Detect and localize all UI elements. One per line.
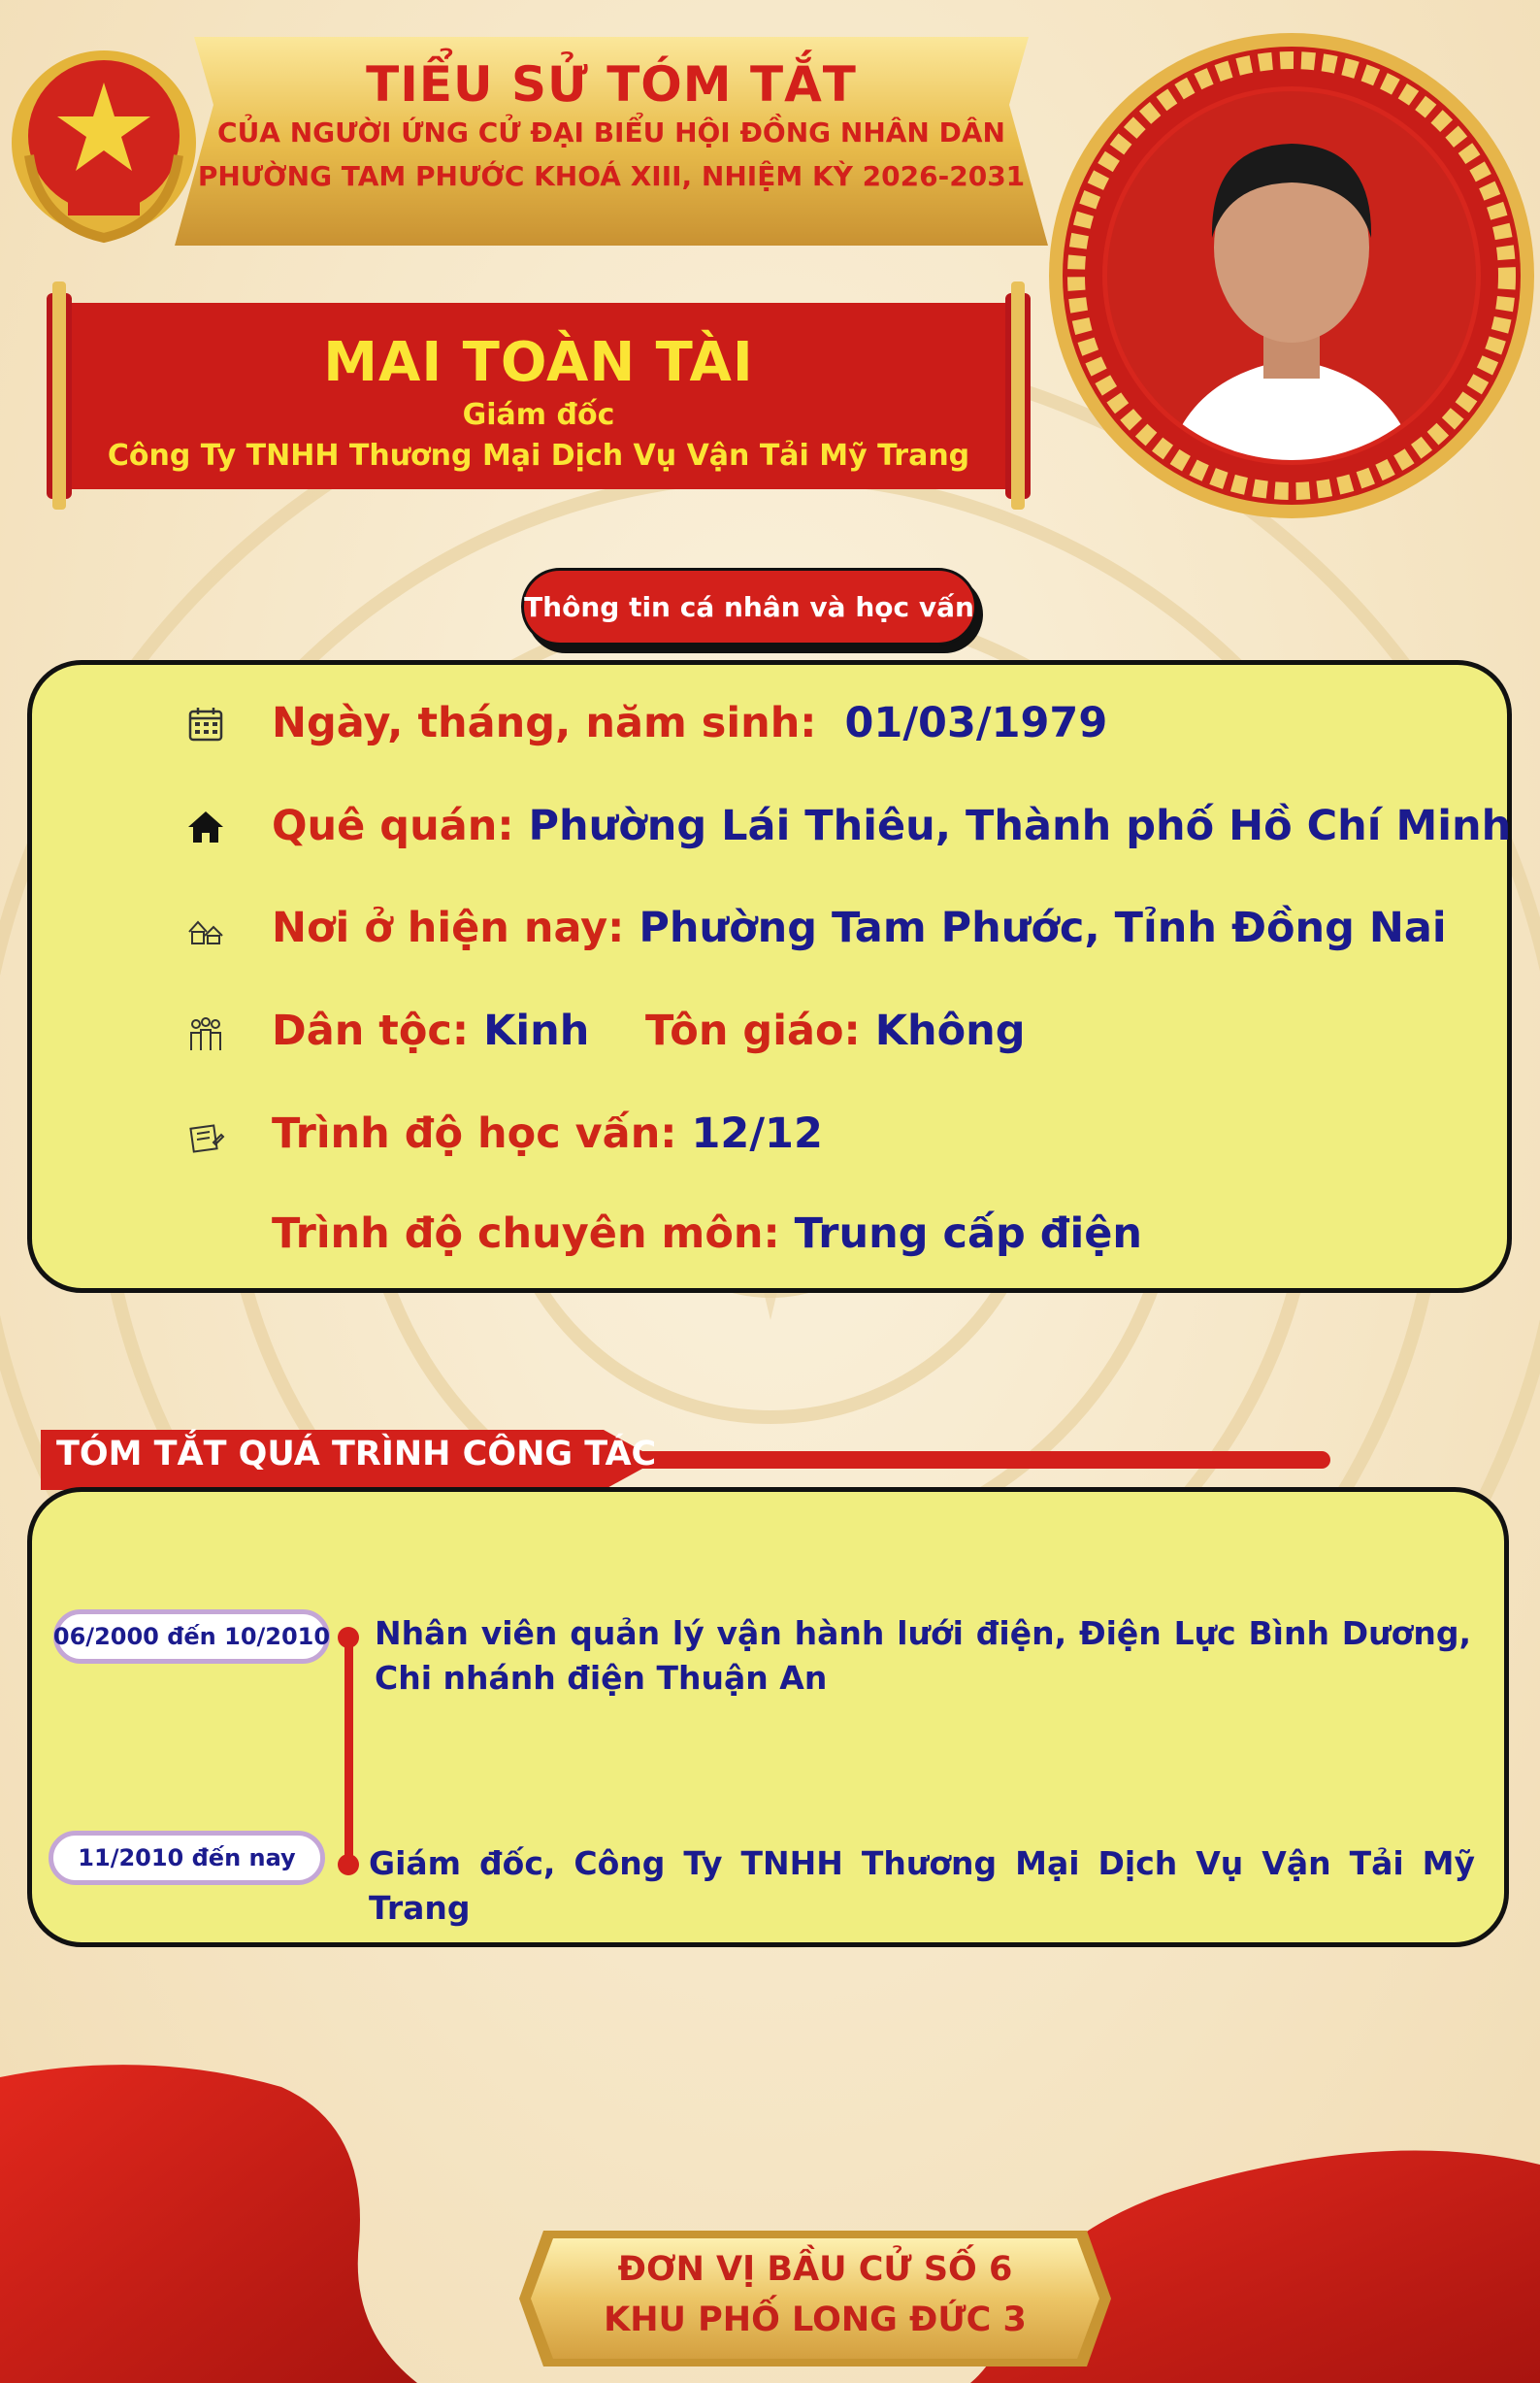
timeline-line xyxy=(344,1636,353,1869)
birth-row xyxy=(272,699,1108,747)
career-period-1: 06/2000 đến 10/2010 xyxy=(53,1609,330,1664)
hometown-row xyxy=(272,802,1512,850)
career-description-2: Giám đốc, Công Ty TNHH Thương Mại Dịch Vụ Vận Tải Mỹ Trang xyxy=(369,1844,1475,1927)
electoral-unit xyxy=(519,2244,1111,2345)
religion-label: Tôn giáo: xyxy=(645,1007,861,1055)
ethnicity-row xyxy=(272,1007,590,1055)
electoral-unit-line1: ĐƠN VỊ BẦU CỬ SỐ 6 xyxy=(617,2250,1013,2289)
house-town-icon xyxy=(186,910,225,949)
timeline-dot xyxy=(338,1627,359,1648)
expertise-row xyxy=(272,1209,1143,1258)
electoral-unit-line2: KHU PHỐ LONG ĐỨC 3 xyxy=(604,2300,1027,2339)
birth-value: 01/03/1979 xyxy=(844,699,1108,747)
candidate-portrait xyxy=(1045,29,1538,522)
header-text xyxy=(175,58,1048,199)
home-icon xyxy=(186,808,225,846)
ethnicity-label: Dân tộc: xyxy=(272,1007,470,1055)
candidate-name: MAI TOÀN TÀI xyxy=(323,331,754,394)
career-period-2: 11/2010 đến nay xyxy=(49,1831,325,1885)
document-subtitle-1: CỦA NGƯỜI ỨNG CỬ ĐẠI BIỂU HỘI ĐỒNG NHÂN DÂN xyxy=(217,116,1005,149)
career-section-title: TÓM TẮT QUÁ TRÌNH CÔNG TÁC xyxy=(56,1435,657,1473)
ethnicity-value: Kinh xyxy=(483,1007,590,1055)
personal-info-panel xyxy=(27,660,1512,1293)
hometown-label: Quê quán: xyxy=(272,802,514,850)
candidate-info xyxy=(78,330,999,477)
residence-value: Phường Tam Phước, Tỉnh Đồng Nai xyxy=(639,904,1447,952)
residence-label: Nơi ở hiện nay: xyxy=(272,904,625,952)
birth-label: Ngày, tháng, năm sinh: xyxy=(272,699,817,747)
religion-value: Không xyxy=(874,1007,1026,1055)
certificate-icon xyxy=(186,1119,225,1158)
expertise-label: Trình độ chuyên môn: xyxy=(272,1209,780,1258)
expertise-value: Trung cấp điện xyxy=(794,1209,1143,1258)
residence-row xyxy=(272,904,1447,952)
education-value: 12/12 xyxy=(691,1109,823,1158)
candidate-position: Giám đốc xyxy=(462,398,615,433)
document-subtitle-2: PHƯỜNG TAM PHƯỚC KHOÁ XIII, NHIỆM KỲ 2026-2031 xyxy=(197,159,1026,192)
education-label: Trình độ học vấn: xyxy=(272,1109,677,1158)
document-title: TIỂU SỬ TÓM TẮT xyxy=(366,56,857,113)
calendar-icon xyxy=(186,705,225,744)
personal-section-header: Thông tin cá nhân và học vấn xyxy=(521,568,977,645)
candidate-organization: Công Ty TNHH Thương Mại Dịch Vụ Vận Tải Mỹ Trang xyxy=(107,439,970,474)
hometown-value: Phường Lái Thiêu, Thành phố Hồ Chí Minh xyxy=(528,802,1512,850)
education-row xyxy=(272,1109,823,1158)
career-description-1: Nhân viên quản lý vận hành lưới điện, Điện Lực Bình Dương, Chi nhánh điện Thuận An xyxy=(375,1614,1471,1697)
timeline-dot xyxy=(338,1854,359,1875)
religion-row xyxy=(645,1007,1026,1055)
people-icon xyxy=(186,1015,225,1054)
